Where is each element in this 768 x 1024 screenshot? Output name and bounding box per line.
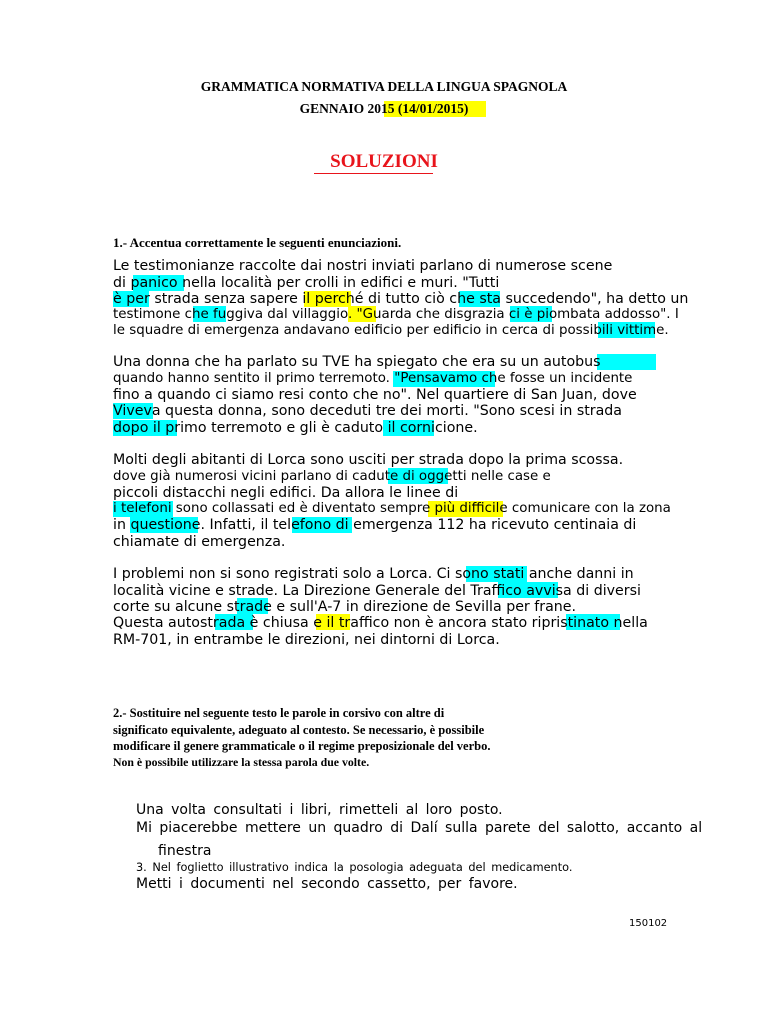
text-line: dopo il primo terremoto e gli è caduto il cornicione. xyxy=(113,420,478,436)
solutions-title: SOLUZIONI xyxy=(330,151,438,172)
list-item: Mi piacerebbe mettere un quadro di Dalí sulla parete del salotto, accanto al xyxy=(136,820,703,836)
date-prefix: GENNAIO 2015 ( xyxy=(299,101,403,116)
text-line: fino a quando ci siamo resi conto che no". Nel quartiere di San Juan, dove xyxy=(113,387,637,403)
document-title: GRAMMATICA NORMATIVA DELLA LINGUA SPAGNOLA xyxy=(200,79,568,94)
heading-line: 2.- Sostituire nel seguente testo le parole in corsivo con altre di xyxy=(113,706,445,720)
text-line: corte su alcune strade e sull'A-7 in direzione de Sevilla per frane. xyxy=(113,599,577,615)
heading-line: significato equivalente, adeguato al contesto. Se necessario, è possibile xyxy=(113,723,485,737)
text-line: località vicine e strade. La Direzione Generale del Traffico avvisa di diversi xyxy=(113,583,641,599)
text-line: è per strada senza sapere il perché di tutto ciò che sta succedendo", ha detto un xyxy=(113,291,689,307)
text-line: di panico nella località per crolli in edifici e muri. "Tutti xyxy=(113,275,500,291)
text-line: chiamate di emergenza. xyxy=(113,534,286,550)
text-line: le squadre di emergenza andavano edificio per edificio in cerca di possibili vittime. xyxy=(113,323,669,338)
page-code: 150102 xyxy=(629,918,668,929)
text-line: RM-701, in entrambe le direzioni, nei dintorni di Lorca. xyxy=(113,632,500,648)
highlight xyxy=(597,354,656,370)
text-line: in questione. Infatti, il telefono di emergenza 112 ha ricevuto centinaia di xyxy=(113,517,637,533)
text-line: I problemi non si sono registrati solo a Lorca. Ci sono stati anche danni in xyxy=(113,566,634,582)
text-line: piccoli distacchi negli edifici. Da allora le linee di xyxy=(113,485,459,501)
list-item: Una volta consultati i libri, rimetteli al loro posto. xyxy=(136,802,503,818)
text-line: Molti degli abitanti di Lorca sono usciti per strada dopo la prima scossa. xyxy=(113,452,624,468)
solutions-underline xyxy=(314,173,433,174)
section1-heading: 1.- Accentua correttamente le seguenti enunciazioni. xyxy=(113,235,402,250)
document-date xyxy=(0,101,768,117)
text-line: quando hanno sentito il primo terremoto. "Pensavamo che fosse un incidente xyxy=(113,371,633,386)
list-item-continuation: finestra xyxy=(158,843,212,859)
text-line: Questa autostrada è chiusa e il traffico non è ancora stato ripristinato nella xyxy=(113,615,648,631)
text-line: Viveva questa donna, sono deceduti tre dei morti. "Sono scesi in strada xyxy=(113,403,623,419)
text-line: dove già numerosi vicini parlano di cadute di oggetti nelle case e xyxy=(113,469,551,484)
text-line: Una donna che ha parlato su TVE ha spiegato che era su un autobus xyxy=(113,354,601,370)
date-highlight: 14/01/2015) xyxy=(402,101,469,116)
text-line: i telefoni sono collassati ed è diventato sempre più difficile comunicare con la zona xyxy=(113,501,671,516)
heading-line: Non è possibile utilizzare la stessa parola due volte. xyxy=(113,755,370,769)
text-line: Le testimonianze raccolte dai nostri inviati parlano di numerose scene xyxy=(113,258,613,274)
list-item: Metti i documenti nel secondo cassetto, per favore. xyxy=(136,876,518,892)
heading-line: modificare il genere grammaticale o il regime preposizionale del verbo. xyxy=(113,739,491,753)
text-line: testimone che fuggiva dal villaggio. "Guarda che disgrazia ci è piombata addosso". I xyxy=(113,307,679,322)
list-item: 3. Nel foglietto illustrativo indica la posologia adeguata del medicamento. xyxy=(136,861,573,874)
